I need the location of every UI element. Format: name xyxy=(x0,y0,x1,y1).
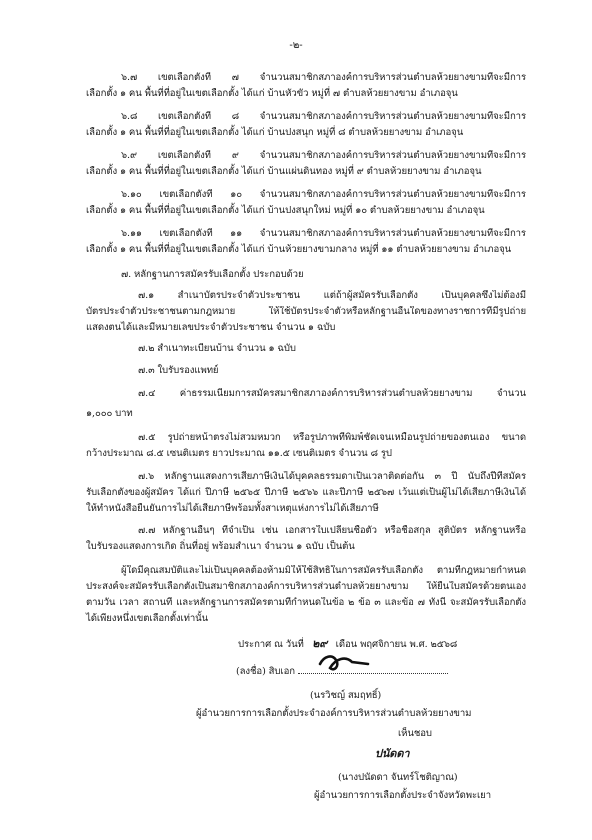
closing-line-4: ได้เพียงหนึ่งเขตเลือกตั้งเท่านั้น xyxy=(86,613,209,624)
signer-1-prefix: (ลงชื่อ) สิบเอก xyxy=(236,666,295,677)
signature-blank xyxy=(298,673,448,674)
item-7-5-line-2: กว้างประมาณ ๘.๕ เซนติเมตร ยาวประมาณ ๑๑.๕ เซนติเมตร จำนวน ๘ รูป xyxy=(86,448,392,459)
item-7-2: ๗.๒ สำเนาทะเบียนบ้าน จำนวน ๑ ฉบับ xyxy=(138,343,296,354)
item-6-7-line-1: ๖.๗ เขตเลือกตั้งที่ ๗ จำนวนสมาชิกสภาองค์การบริหารส่วนตำบลห้วยยางขามที่จะมีการ xyxy=(121,72,526,83)
item-7-6-line-2: รับเลือกตั้งของผู้สมัคร ได้แก่ ปีภาษี ๒๕๖๕ ปีภาษี ๒๕๖๖ และปีภาษี ๒๕๖๗ เว้นแต่เป็นผู้ไม่ได้เสียภาษีเงินได้ xyxy=(86,487,526,498)
signer-1-name: (นรวิชญ์ สมฤทธิ์) xyxy=(310,690,382,701)
closing-line-1: ผู้ใดมีคุณสมบัติและไม่เป็นบุคคลต้องห้ามมิให้ใช้สิทธิในการสมัครรับเลือกตั้ง ตามที่กฎหมายกำหนด xyxy=(121,565,526,576)
item-6-10-line-2: เลือกตั้ง ๑ คน พื้นที่ที่อยู่ในเขตเลือกตั้ง ได้แก่ บ้านปงสนุกใหม่ หมู่ที่ ๑๐ ตำบลห้วยยางขาม อำเภอจุน xyxy=(86,205,485,216)
item-6-7-line-2: เลือกตั้ง ๑ คน พื้นที่ที่อยู่ในเขตเลือกตั้ง ได้แก่ บ้านหัวขัว หมู่ที่ ๗ ตำบลห้วยยางขาม อำเภอจุน xyxy=(86,88,458,99)
announce-year-label: พ.ศ. xyxy=(409,639,428,650)
item-6-10-line-1: ๖.๑๐ เขตเลือกตั้งที่ ๑๐ จำนวนสมาชิกสภาองค์การบริหารส่วนตำบลห้วยยางขามที่จะมีการ xyxy=(121,189,526,200)
item-7-3: ๗.๓ ใบรับรองแพทย์ xyxy=(138,365,219,376)
item-6-8-line-1: ๖.๘ เขตเลือกตั้งที่ ๘ จำนวนสมาชิกสภาองค์การบริหารส่วนตำบลห้วยยางขามที่จะมีการ xyxy=(121,111,526,122)
closing-line-3: ตามวัน เวลา สถานที่ และหลักฐานการสมัครตามที่กำหนดในข้อ ๒ ข้อ ๓ และข้อ ๗ ทั้งนี้ จะสมัครรับเลือกตั้ง xyxy=(86,597,526,608)
item-6-9-line-1: ๖.๙ เขตเลือกตั้งที่ ๙ จำนวนสมาชิกสภาองค์การบริหารส่วนตำบลห้วยยางขามที่จะมีการ xyxy=(121,150,526,161)
approval-label: เห็นชอบ xyxy=(398,728,432,739)
item-7-6-line-1: ๗.๖ หลักฐานแสดงการเสียภาษีเงินได้บุคคลธรรมดาเป็นเวลาติดต่อกัน ๓ ปี นับถึงปีที่สมัคร xyxy=(138,471,526,482)
announce-prefix: ประกาศ ณ วันที่ xyxy=(238,639,304,650)
item-7-1-line-1: ๗.๑ สำเนาบัตรประจำตัวประชาชน แต่ถ้าผู้สมัครรับเลือกตั้ง เป็นบุคคลซึ่งไม่ต้องมี xyxy=(138,290,526,301)
item-7-1-line-2: บัตรประจำตัวประชาชนตามกฎหมาย ให้ใช้บัตรประจำตัวหรือหลักฐานอื่นใดของทางราชการที่มีรูปถ่าย xyxy=(86,306,526,317)
section-7-heading: ๗. หลักฐานการสมัครรับเลือกตั้ง ประกอบด้วย xyxy=(121,269,304,280)
signer-1-position: ผู้อำนวยการการเลือกตั้งประจำองค์การบริหารส่วนตำบลห้วยยางขาม xyxy=(196,708,472,719)
item-6-11-line-2: เลือกตั้ง ๑ คน พื้นที่ที่อยู่ในเขตเลือกตั้ง ได้แก่ บ้านห้วยยางขามกลาง หมู่ที่ ๑๑ ตำบลห้วยยางขาม อำเภอจุน xyxy=(86,244,512,255)
item-7-1-line-3: แสดงตนได้และมีหมายเลขประจำตัวประชาชน จำนวน ๑ ฉบับ xyxy=(86,322,336,333)
approval-position: ผู้อำนวยการการเลือกตั้งประจำจังหวัดพะเยา xyxy=(314,790,491,801)
item-7-7-line-2: ใบรับรองแสดงการเกิด ถิ่นที่อยู่ พร้อมสำเนา จำนวน ๑ ฉบับ เป็นต้น xyxy=(86,541,355,552)
item-7-4-line-2: ๑,๐๐๐ บาท xyxy=(86,408,133,419)
item-6-8-line-2: เลือกตั้ง ๑ คน พื้นที่ที่อยู่ในเขตเลือกตั้ง ได้แก่ บ้านปงสนุก หมู่ที่ ๘ ตำบลห้วยยางขาม อำเภอจุน xyxy=(86,127,464,138)
item-6-11-line-1: ๖.๑๑ เขตเลือกตั้งที่ ๑๑ จำนวนสมาชิกสภาองค์การบริหารส่วนตำบลห้วยยางขามที่จะมีการ xyxy=(121,228,526,239)
announce-day: ๒๙ xyxy=(312,637,328,650)
closing-line-2: ประสงค์จะสมัครรับเลือกตั้งเป็นสมาชิกสภาองค์การบริหารส่วนตำบลห้วยยางขาม ให้ยื่นใบสมัครด้วยตนเอง xyxy=(86,581,526,592)
announce-month-label: เดือน xyxy=(335,639,358,650)
page-number: -๒- xyxy=(289,40,303,51)
item-7-4-line-1: ๗.๔ ค่าธรรมเนียมการสมัครสมาชิกสภาองค์การบริหารส่วนตำบลห้วยยางขาม จำนวน xyxy=(138,388,526,399)
item-7-7-line-1: ๗.๗ หลักฐานอื่นๆ ที่จำเป็น เช่น เอกสารใบเปลี่ยนชื่อตัว หรือชื่อสกุล สูติบัตร หลักฐานหรือ xyxy=(138,525,526,536)
approval-handwriting: ปนัดดา xyxy=(375,747,410,760)
announce-year: ๒๕๖๘ xyxy=(430,639,458,650)
signer-1-sign-line xyxy=(236,666,448,678)
approval-name: (นางปนัดดา จันทร์โชติญาณ) xyxy=(338,772,458,783)
item-7-6-line-3: ให้ทำหนังสือยืนยันการไม่ได้เสียภาษีพร้อมทั้งสาเหตุแห่งการไม่ได้เสียภาษี xyxy=(86,503,379,514)
item-6-9-line-2: เลือกตั้ง ๑ คน พื้นที่ที่อยู่ในเขตเลือกตั้ง ได้แก่ บ้านแผ่นดินทอง หมู่ที่ ๙ ตำบลห้วยยางขาม อำเภอจุน xyxy=(86,166,482,177)
item-7-5-line-1: ๗.๕ รูปถ่ายหน้าตรงไม่สวมหมวก หรือรูปภาพที่พิมพ์ชัดเจนเหมือนรูปถ่ายของตนเอง ขนาด xyxy=(138,432,526,443)
announce-month: พฤศจิกายน xyxy=(360,639,407,650)
